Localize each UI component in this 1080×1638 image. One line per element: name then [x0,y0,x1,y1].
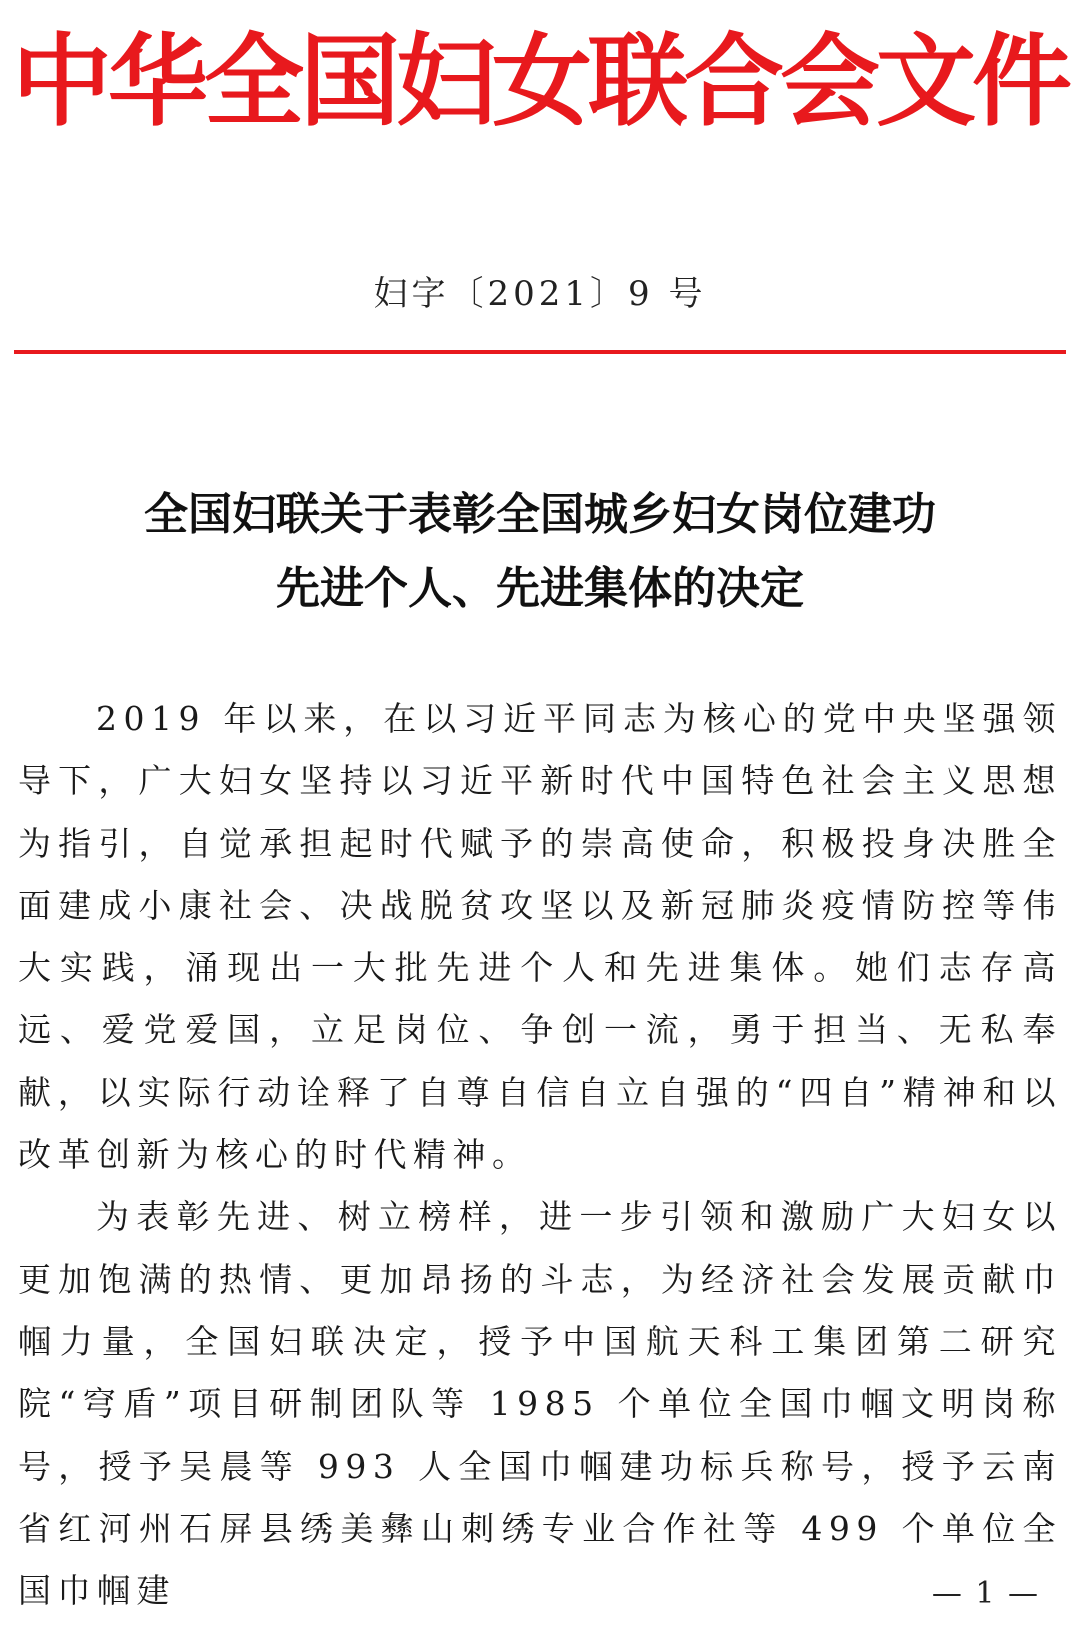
document-title-line-2: 先进个人、先进集体的决定 [276,563,804,614]
document-body [18,688,1062,1622]
document-number: 妇字〔2021〕9 号 [373,274,707,314]
org-masthead-title: 中华全国妇女联合会文件 [12,23,1068,140]
body-paragraph-1: 2019 年以来，在以习近平同志为核心的党中央坚强领导下，广大妇女坚持以习近平新时代中国特色社会主义思想为指引，自觉承担起时代赋予的崇高使命，积极投身决胜全面建成小康社会、决战脱贫攻坚以及新冠肺炎疫情防控等伟大实践，涌现出一大批先进个人和先进集体。她们志存高远、爱党爱国，立足岗位、争创一流，勇于担当、无私奉献，以实际行动诠释了自尊自信自立自强的“四自”精神和以改革创新为核心的时代精神。 [18,699,1062,1175]
page-number: — 1 — [931,1576,1040,1611]
body-paragraph-2: 为表彰先进、树立榜样，进一步引领和激励广大妇女以更加饱满的热情、更加昂扬的斗志，为经济社会发展贡献巾帼力量，全国妇联决定，授予中国航天科工集团第二研究院“穹盾”项目研制团队等 1985 个单位全国巾帼文明岗称号，授予吴晨等 993 人全国巾帼建功标兵称号，授予云南省红河州石屏县绣美彝山刺绣专业合作社等 499 个单位全国巾帼建 [18,1197,1062,1611]
document-title [0,478,1080,626]
document-title-line-1: 全国妇联关于表彰全国城乡妇女岗位建功 [144,489,936,540]
red-separator-line [14,350,1066,354]
